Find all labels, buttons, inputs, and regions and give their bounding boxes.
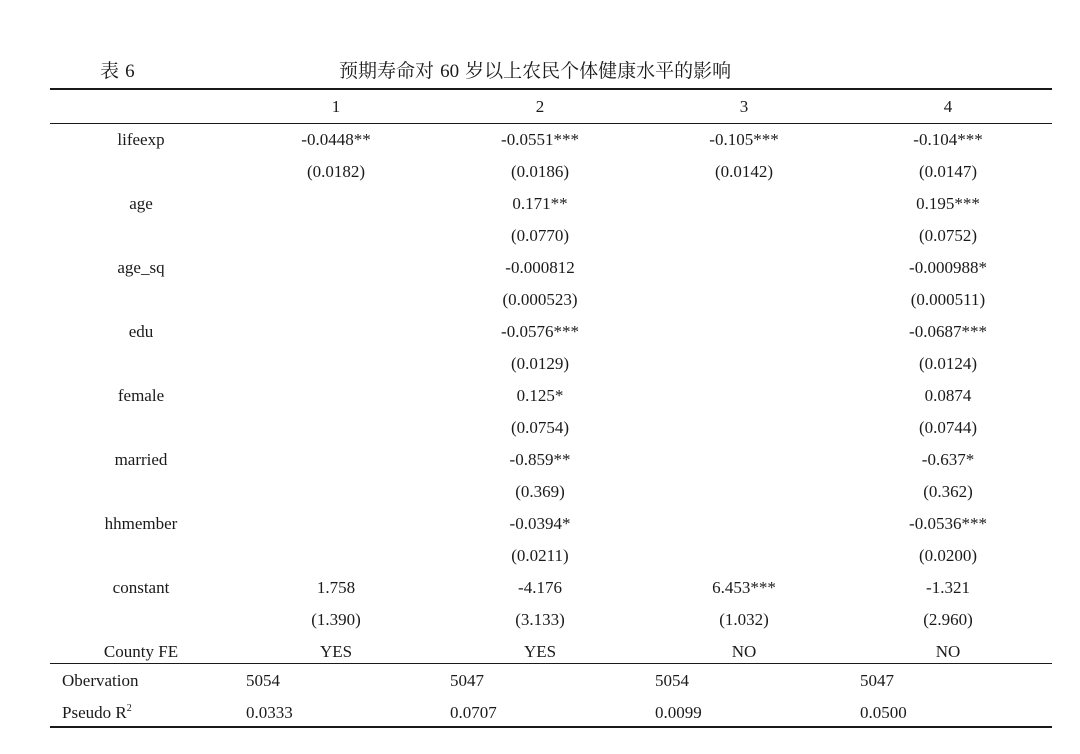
table-cell: 0.125*: [516, 386, 564, 405]
table-cell: 1.758: [316, 578, 356, 597]
table-cell: 5054: [655, 671, 689, 690]
table-cell: (0.0744): [918, 418, 978, 437]
table-row: [0, 380, 1080, 412]
row-label: married: [114, 450, 168, 469]
table-cell: 0.0333: [246, 703, 293, 722]
table-row: [0, 540, 1080, 572]
table-cell: 6.453***: [712, 578, 776, 597]
table-cell: (0.0200): [918, 546, 978, 565]
row-label: constant: [112, 578, 170, 597]
header-row: [0, 91, 1080, 123]
column-header: 2: [535, 97, 545, 116]
table-cell: (0.0182): [306, 162, 366, 181]
table-cell: 0.0707: [450, 703, 497, 722]
table-cell: (0.0124): [918, 354, 978, 373]
table-cell: (0.0752): [918, 226, 978, 245]
table-row: [0, 348, 1080, 380]
table-cell: -0.637*: [921, 450, 975, 469]
table-cell: (0.0147): [918, 162, 978, 181]
row-label: Obervation: [62, 671, 139, 690]
row-label: female: [117, 386, 165, 405]
column-header: 4: [943, 97, 953, 116]
table-cell: -0.000988*: [909, 258, 987, 277]
table-cell: -0.859**: [509, 450, 571, 469]
table-cell: (0.000523): [502, 290, 578, 309]
row-label: edu: [128, 322, 154, 341]
table-row: [0, 252, 1080, 284]
table-row: [0, 444, 1080, 476]
column-header: 3: [739, 97, 749, 116]
table-cell: -0.0551***: [501, 130, 579, 149]
table-cell: 5054: [246, 671, 280, 690]
table-row: [0, 476, 1080, 508]
table-cell: -0.0394*: [509, 514, 571, 533]
table-row: [0, 188, 1080, 220]
table-number: 表 6: [100, 60, 135, 82]
table-cell: (0.362): [923, 482, 973, 501]
table-cell: -4.176: [518, 578, 562, 597]
row-label: hhmember: [104, 514, 178, 533]
row-label: age_sq: [117, 258, 165, 277]
row-label: age: [129, 194, 153, 213]
table-cell: -0.0576***: [501, 322, 579, 341]
table-row: [0, 220, 1080, 252]
table-cell: (3.133): [515, 610, 565, 629]
table-cell: 0.0500: [860, 703, 907, 722]
row-label: County FE: [103, 642, 179, 661]
table-row: [0, 316, 1080, 348]
table-cell: YES: [319, 642, 353, 661]
row-label: Pseudo $R^2$: [62, 703, 132, 722]
table-cell: -1.321: [926, 578, 970, 597]
table-cell: -0.0448**: [301, 130, 371, 149]
table-caption: [50, 56, 1052, 82]
table-cell: -0.000812: [505, 258, 575, 277]
table-cell: 5047: [450, 671, 484, 690]
table-cell: (0.369): [515, 482, 565, 501]
table-cell: (0.0211): [511, 546, 569, 565]
observation-row: [0, 665, 1080, 697]
column-header: 1: [331, 97, 341, 116]
table-row: [0, 412, 1080, 444]
table-cell: (0.0770): [510, 226, 570, 245]
table-cell: -0.0687***: [909, 322, 987, 341]
table-cell: 0.0099: [655, 703, 702, 722]
table-cell: NO: [935, 642, 961, 661]
table-cell: 0.171**: [512, 194, 568, 213]
bottom-rule: [50, 726, 1052, 728]
row-label: lifeexp: [117, 130, 165, 149]
table-row: [0, 284, 1080, 316]
table-cell: 0.195***: [916, 194, 980, 213]
table-cell: (0.0186): [510, 162, 570, 181]
table-cell: 5047: [860, 671, 894, 690]
summary-rule: [50, 663, 1052, 664]
table-cell: -0.105***: [709, 130, 779, 149]
table-cell: (1.032): [719, 610, 769, 629]
table-cell: (0.0754): [510, 418, 570, 437]
table-row: [0, 124, 1080, 156]
table-row: [0, 604, 1080, 636]
table-cell: (0.000511): [910, 290, 986, 309]
table-cell: -0.104***: [913, 130, 983, 149]
table-cell: NO: [731, 642, 757, 661]
table-cell: YES: [523, 642, 557, 661]
table-cell: (2.960): [923, 610, 973, 629]
table-cell: (0.0129): [510, 354, 570, 373]
table-row: [0, 156, 1080, 188]
table-cell: -0.0536***: [909, 514, 987, 533]
top-rule: [50, 88, 1052, 90]
table-cell: (1.390): [311, 610, 361, 629]
pseudo-r2-row: [0, 697, 1080, 729]
table-row: [0, 572, 1080, 604]
table-title: 预期寿命对 60 岁以上农民个体健康水平的影响: [339, 60, 732, 82]
table-cell: 0.0874: [924, 386, 972, 405]
table-row: [0, 508, 1080, 540]
table-cell: (0.0142): [714, 162, 774, 181]
